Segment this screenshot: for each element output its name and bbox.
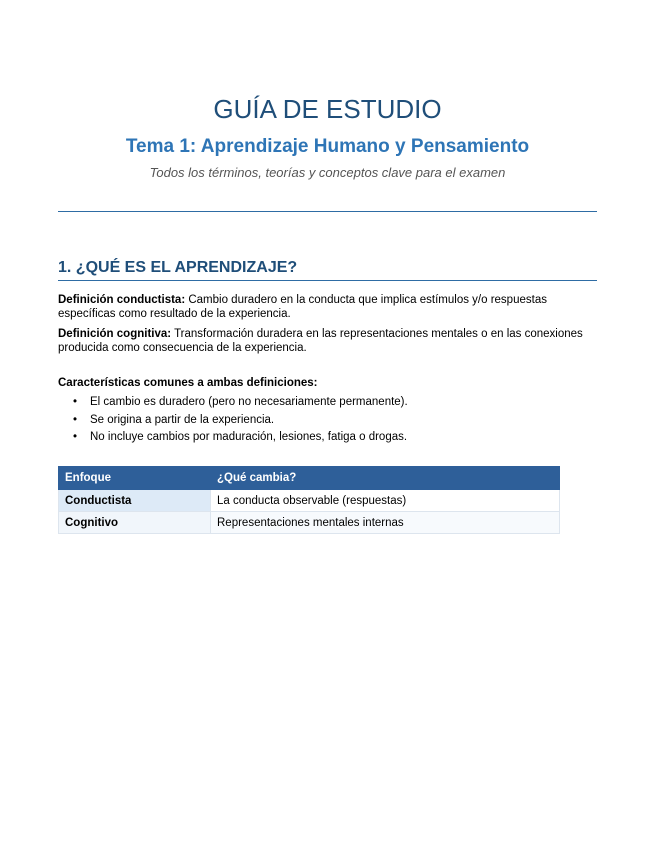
list-item: • El cambio es duradero (pero no necesariamente permanente). <box>58 394 408 412</box>
characteristics-title: Características comunes a ambas definiciones: <box>58 377 318 389</box>
table-cell: Representaciones mentales internas <box>211 512 560 534</box>
table-cell: La conducta observable (respuestas) <box>211 490 560 512</box>
table-header-cell: Enfoque <box>59 467 211 490</box>
definition-label: Definición cognitiva: <box>58 328 172 340</box>
definition-label: Definición conductista: <box>58 294 186 306</box>
document-tagline: Todos los términos, teorías y conceptos clave para el examen <box>149 165 506 180</box>
table-row <box>59 490 560 512</box>
header-divider <box>58 211 597 212</box>
document-title: GUÍA DE ESTUDIO <box>213 94 442 124</box>
definition-cognitiva <box>58 328 597 355</box>
table-cell: Conductista <box>59 490 211 512</box>
definition-text: Transformación duradera en las representaciones mentales o en las conexiones producida como consecuencia de la experiencia. <box>58 328 583 354</box>
table-cell: Cognitivo <box>59 512 211 534</box>
list-item: • Se origina a partir de la experiencia. <box>58 412 408 430</box>
document-subtitle: Tema 1: Aprendizaje Humano y Pensamiento <box>125 136 530 157</box>
table-row <box>59 512 560 534</box>
section-title: 1. ¿QUÉ ES EL APRENDIZAJE? <box>58 259 597 281</box>
list-item: • No incluye cambios por maduración, lesiones, fatiga o drogas. <box>58 429 408 447</box>
comparison-table <box>58 466 560 534</box>
characteristics-list <box>58 394 408 447</box>
definition-text: Cambio duradero en la conducta que implica estímulos y/o respuestas específicas como resultado de la experiencia. <box>58 294 547 320</box>
table-header-cell: ¿Qué cambia? <box>211 467 560 490</box>
definition-conductista <box>58 294 597 321</box>
table-header-row <box>59 467 560 490</box>
